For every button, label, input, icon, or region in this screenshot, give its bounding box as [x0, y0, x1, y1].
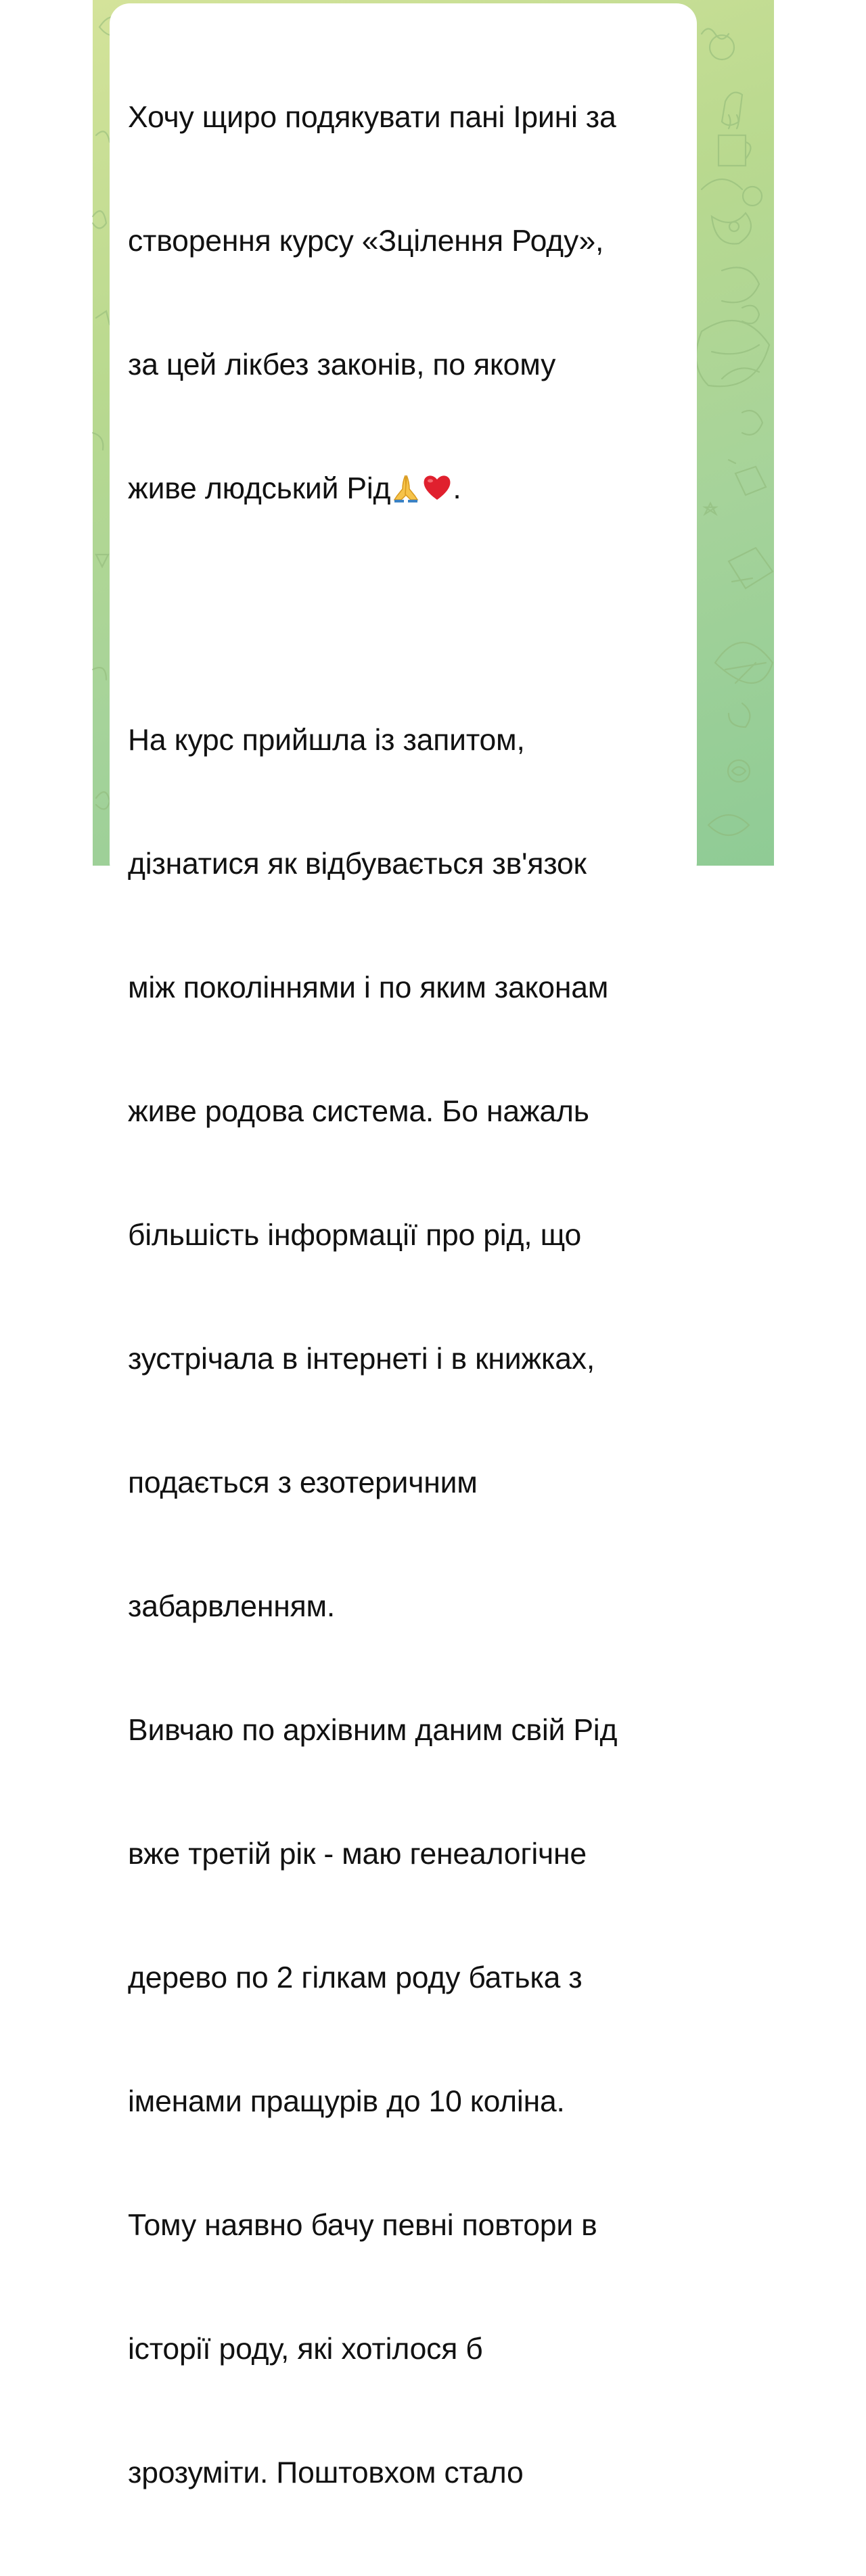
message-line: більшість інформації про рід, що [128, 1219, 582, 1252]
message-text [128, 14, 682, 2576]
message-line: дізнатися як відбувається зв'язок [128, 847, 587, 881]
praying-hands-icon [390, 471, 421, 513]
message-line: Хочу щиро подякувати пані Ірині за [128, 101, 616, 134]
message-line: зустрічала в інтернеті і в книжках, [128, 1342, 595, 1376]
message-line: подається з езотеричним [128, 1466, 478, 1499]
message-line: зрозуміти. Поштовхом стало [128, 2456, 524, 2489]
message-bubble[interactable] [110, 3, 697, 2489]
message-line: іменами пращурів до 10 коліна. [128, 2085, 565, 2118]
message-line: На курс прийшла із запитом, [128, 724, 525, 757]
message-line: історії роду, які хотілося б [128, 2333, 483, 2366]
red-heart-icon [421, 471, 453, 513]
message-line: за цей лікбез законів, по якому [128, 348, 556, 381]
message-line: забарвленням. [128, 1590, 336, 1623]
message-line: дерево по 2 гілкам роду батька з [128, 1961, 583, 1994]
message-line [128, 468, 682, 513]
message-line: створення курсу «Зцілення Роду», [128, 225, 604, 258]
message-line-end: . [453, 472, 461, 505]
message-line-text: живе людський Рід [128, 472, 391, 505]
message-line: Вивчаю по архівним даним свій Рід [128, 1714, 618, 1747]
message-line: між поколіннями і по яким законам [128, 971, 609, 1004]
message-line-empty [128, 596, 682, 637]
message-line: вже третій рік - маю генеалогічне [128, 1837, 587, 1871]
message-line: живе родова система. Бо нажаль [128, 1095, 589, 1128]
message-line: Тому наявно бачу певні повтори в [128, 2209, 597, 2242]
